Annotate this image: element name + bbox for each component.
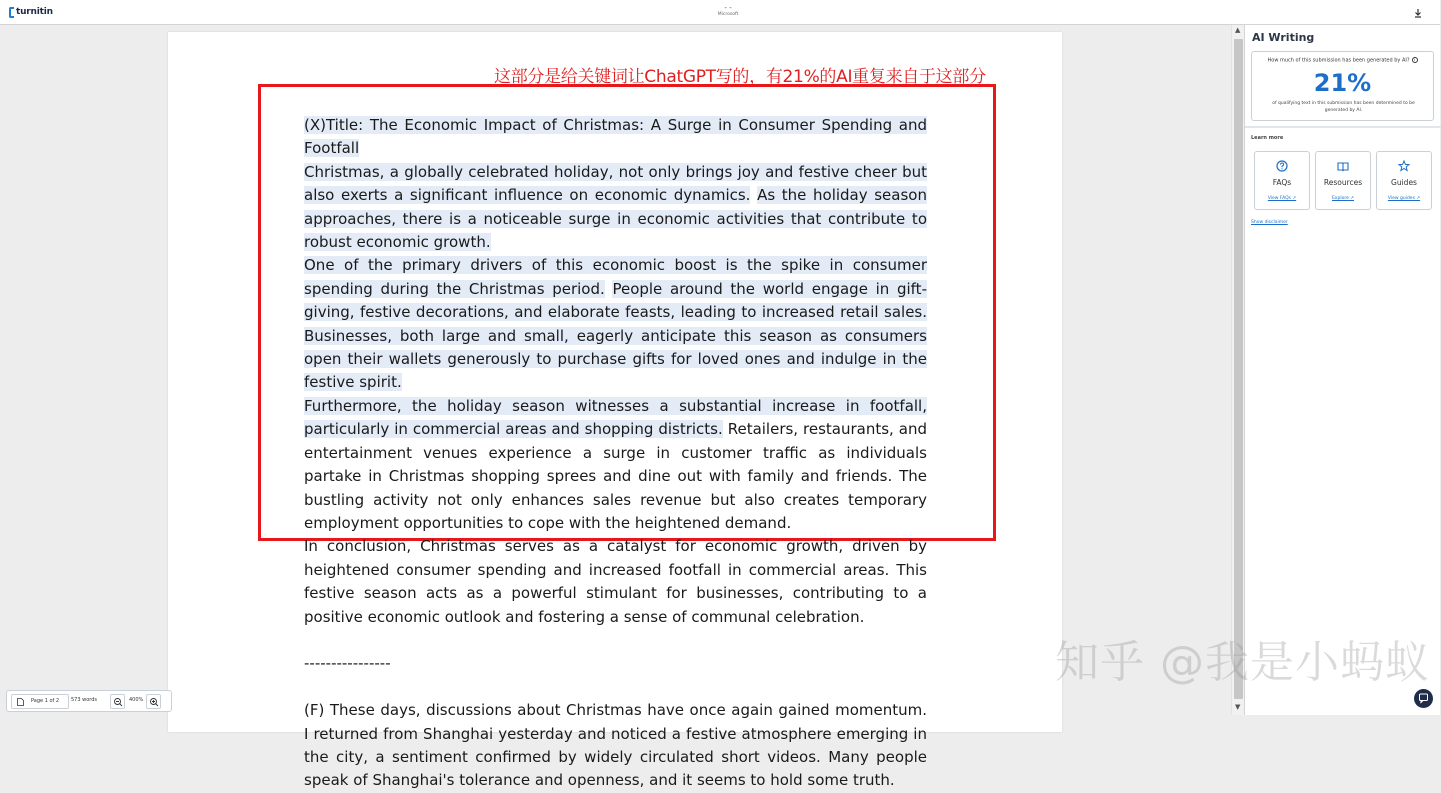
zoom-level: 400% [129,697,144,703]
app-name: turnitin [16,7,53,17]
document-paragraph [304,395,927,535]
faqs-label: FAQs [1272,178,1292,187]
document-text [304,114,927,793]
resources-card[interactable] [1315,151,1371,210]
plain-text: In conclusion, Christmas serves as a catalyst for economic growth, driven by heightened consumer spending and increased footfall in commercial areas. This festive season acts as a powerful stimulant for businesses, contributing to a positive economic outlook and fostering a sense of communal celebration. [304,537,927,626]
view-guides-text: View guides [1387,196,1415,201]
download-button[interactable] [1411,5,1425,19]
question-circle-icon [1276,160,1288,172]
next-paragraph: (F) These days, discussions about Christmas have once again gained momentum. I returned from Shanghai yesterday and noticed a festive atmosphere emerging in the city, a sentiment confirmed by widely circulated short videos. Many people speak of Shanghai's tolerance and openness, and it seems to hold some truth. [304,701,927,790]
panel-divider [1245,126,1441,128]
ai-highlighted-text: People around the world engage in gift-giving, festive decorations, and elaborate feasts, leading to increased retail sales. [304,279,927,322]
document-title [700,5,756,18]
red-annotation-text: 这部分是给关键词让ChatGPT写的，有21%的AI重复来自于这部分 [494,67,986,87]
scroll-down-icon[interactable]: ▼ [1235,703,1241,711]
document-paragraph [304,161,927,255]
score-description: of qualifying text in this submission has been determined to be generated by AI. [1272,101,1415,113]
score-question [1252,57,1433,64]
panel-title: AI Writing [1252,31,1315,44]
ai-highlighted-text: As the holiday season approaches, there is a noticeable surge in economic activities that contribute to robust economic growth. [304,186,927,252]
vertical-scrollbar[interactable] [1231,25,1244,715]
turnitin-logo-icon [9,7,14,18]
turnitin-logo [9,5,53,19]
download-icon [1411,6,1425,20]
view-faqs-link[interactable]: View FAQs ↗ [1267,196,1297,201]
zoom-out-icon [111,695,126,710]
chat-icon [1414,689,1433,708]
page-count: Page 1 of 2 [31,698,60,704]
document-paragraphs [304,114,927,629]
scrollbar-thumb[interactable] [1234,39,1243,699]
resources-label: Resources [1323,178,1363,187]
zhihu-watermark: 知乎 @我是小蚂蚁 [1055,637,1430,688]
document-icon [17,698,24,706]
document-paragraph [304,114,927,161]
ai-score-value: 21% [1313,69,1372,97]
view-guides-link[interactable]: View guides ↗ [1387,196,1421,201]
plain-text: Retailers, restaurants, and entertainment venues experience a surge in customer traffic as individuals partake in Christmas shopping sprees and dine out with family and friends. The bustling activity not only enhances sales revenue but also creates temporary employment opportunities to cope with the heightened demand. [304,420,927,532]
document-paragraph [304,535,927,629]
scroll-up-icon[interactable]: ▲ [1235,26,1241,34]
book-open-icon [1337,160,1349,172]
zoom-in-button[interactable] [146,694,161,709]
document-subtitle: Microsoft [717,12,739,17]
star-icon [1398,160,1410,172]
document-title-text: - - [724,4,732,12]
ai-highlighted-text: (X)Title: The Economic Impact of Christmas: A Surge in Consumer Spending and Footfall [304,116,927,158]
zoom-out-button[interactable] [110,694,125,709]
explore-link[interactable]: Explore ↗ [1331,196,1355,201]
separator-line: ---------------- [304,654,391,673]
top-bar [0,0,1440,25]
word-count: 573 words [71,697,98,703]
info-icon[interactable]: i [1412,57,1418,63]
ai-highlighted-text: Furthermore, the holiday season witnesses a substantial increase in footfall, particularly in commercial areas and shopping districts. [304,396,927,439]
view-faqs-text: View FAQs [1267,196,1291,201]
faqs-card[interactable] [1254,151,1310,210]
ai-score-card [1251,51,1434,121]
page-indicator[interactable] [11,694,69,709]
guides-card[interactable] [1376,151,1432,210]
document-paragraph [304,254,927,394]
ai-highlighted-text: One of the primary drivers of this economic boost is the spike in consumer spending during the Christmas period. [304,256,927,298]
ai-highlighted-text: Christmas, a globally celebrated holiday, not only brings joy and festive cheer but also exerts a significant influence on economic dynamics. [304,162,927,205]
ai-highlighted-text: Businesses, both large and small, eagerly anticipate this season as consumers open their wallets generously to purchase gifts for loved ones and indulge in the festive spirit. [304,326,927,392]
chat-button[interactable] [1414,689,1433,708]
show-disclaimer-link[interactable]: Show disclaimer [1251,220,1288,225]
learn-more-heading: Learn more [1251,135,1284,141]
score-question-text: How much of this submission has been generated by AI? [1267,57,1410,64]
zoom-in-icon [147,695,162,710]
explore-text: Explore [1331,196,1349,201]
guides-label: Guides [1391,178,1417,187]
status-bar [6,690,172,712]
ai-writing-panel [1244,25,1440,715]
